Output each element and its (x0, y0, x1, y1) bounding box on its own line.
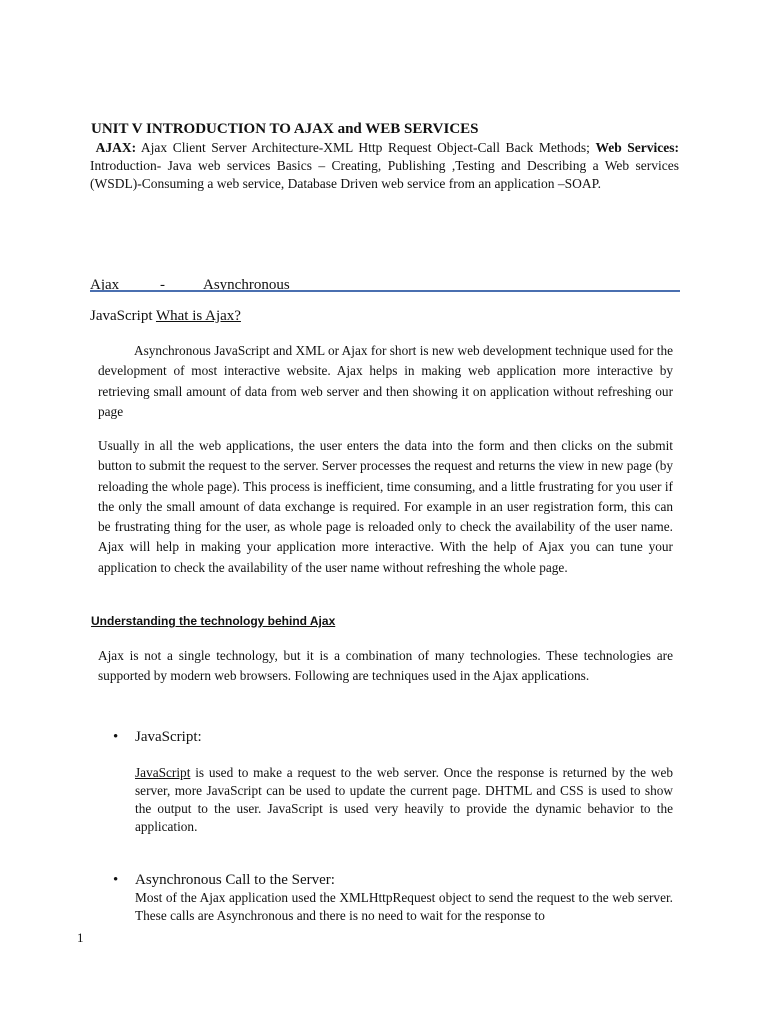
what-is-ajax-heading (90, 306, 241, 326)
javascript-description (135, 764, 673, 836)
bullet-title: JavaScript: (135, 729, 202, 745)
heading-word-ajax: Ajax (90, 277, 120, 293)
page-number: 1 (77, 930, 84, 945)
bullet-marker: • (113, 729, 119, 745)
what-is-ajax-link[interactable]: What is Ajax? (155, 308, 241, 324)
async-call-description: Most of the Ajax application used the XMLHttpRequest object to send the request to the web server. These calls are Asynchronous and there is no need to wait for the response to (135, 890, 673, 923)
intro-paragraph: Asynchronous JavaScript and XML or Ajax for short is new web development technique used for the development of most interactive website. Ajax helps in making web application more interactive by retrieving small amount of data from web server and then showing it on application without refreshing our page (98, 343, 673, 419)
javascript-text: is used to make a request to the web server. Once the response is returned by the web server, more JavaScript can be used to update the current page. DHTML and CSS is used to show the output to the user. JavaScript is used very heavily to provide the dynamic behavior to the application. (135, 765, 673, 834)
technology-subheading: Understanding the technology behind Ajax (91, 614, 336, 628)
javascript-link[interactable]: JavaScript (135, 765, 191, 780)
heading-dash: - (160, 277, 165, 293)
ajax-topics: Ajax Client Server Architecture-XML Http Request Object-Call Back Methods; (136, 140, 596, 155)
heading-rule (90, 290, 680, 292)
services-label: Web Services: (595, 140, 680, 155)
unit-title: UNIT V INTRODUCTION TO AJAX and WEB SERVICES (91, 121, 479, 137)
heading-word-asynchronous: Asynchronous (203, 277, 290, 293)
bullet-marker: • (113, 872, 119, 888)
technology-paragraph: Ajax is not a single technology, but it is a combination of many technologies. These technologies are supported by modern web browsers. Following are techniques used in the Ajax applications. (98, 648, 673, 684)
services-topics: Introduction- Java web services Basics – Creating, Publishing ,Testing and Describing a Web services (WSDL)-Consuming a web service, Database Driven web service from an application –SOAP. (90, 158, 679, 191)
usage-paragraph: Usually in all the web applications, the user enters the data into the form and then clicks on the submit button to submit the request to the server. Server processes the request and returns the view in new page (by reloading the whole page). This process is inefficient, time consuming, and a little frustrating for you user if the only the small amount of data exchange is required. For example in an user registration form, this can be frustrating thing for the user, as whole page is reloaded only to check the availability of the user name. Ajax will help in making your application more interactive. With the help of Ajax you can tune your application to check the availability of the user name without refreshing the whole page. (98, 438, 673, 575)
bullet-title: Asynchronous Call to the Server: (135, 872, 335, 888)
ajax-label: AJAX: (95, 140, 137, 155)
heading-javascript: JavaScript (90, 308, 156, 324)
syllabus-paragraph (90, 139, 679, 193)
